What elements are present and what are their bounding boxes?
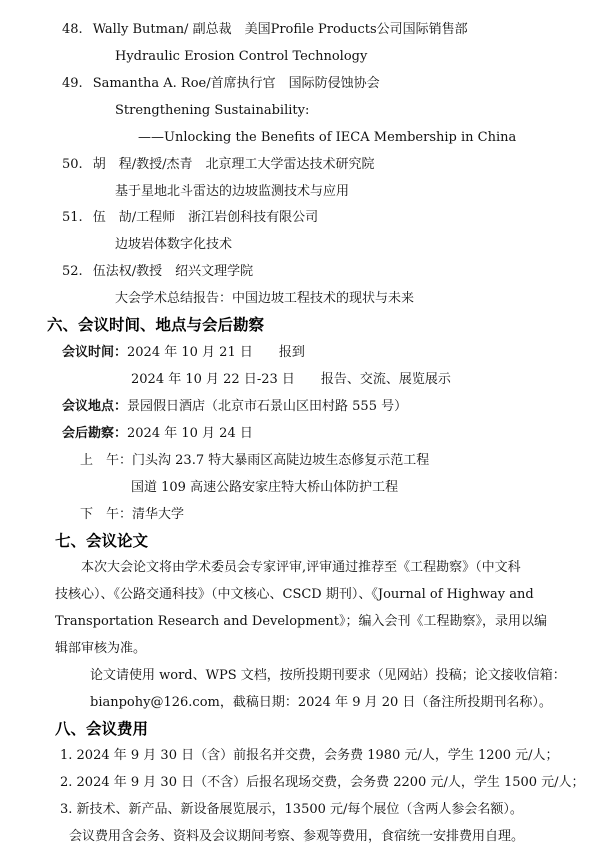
papers-paragraph-2-line-2: bianpohy@126.com，截稿日期：2024 年 9 月 20 日（备注所投期刊名称）。 — [90, 695, 552, 710]
morning-row — [80, 452, 429, 470]
meeting-place-row — [62, 398, 407, 416]
afternoon-label: 下 午： — [80, 507, 133, 522]
papers-paragraph-1-line-1: 本次大会论文将由学术委员会专家评审,评审通过推荐至《工程勘察》（中文科 — [81, 560, 521, 575]
afternoon-row — [80, 506, 184, 524]
speaker-topic: 基于星地北斗雷达的边坡监测技术与应用 — [115, 184, 350, 199]
meeting-time-row — [62, 344, 305, 362]
meeting-place-label: 会议地点： — [62, 399, 128, 414]
speaker-topic: 边坡岩体数字化技术 — [115, 237, 233, 252]
meeting-time-label: 会议时间： — [62, 345, 128, 360]
afternoon-site: 清华大学 — [132, 507, 185, 522]
speaker-person: 胡 程/教授/杰青 北京理工大学雷达技术研究院 — [92, 157, 375, 172]
papers-paragraph-1-line-4: 辑部审核为准。 — [55, 641, 147, 656]
speaker-50: 50. 胡 程/教授/杰青 北京理工大学雷达技术研究院 — [62, 157, 375, 172]
speaker-person: Wally Butman/ 副总裁 美国Profile Products公司国际销售部 — [92, 22, 468, 37]
speaker-51: 51. 伍 劼/工程师 浙江岩创科技有限公司 — [62, 210, 319, 225]
meeting-place-value: 景园假日酒店（北京市石景山区田村路 555 号） — [127, 399, 408, 414]
speaker-topic: Strengthening Sustainability: — [115, 103, 310, 118]
post-survey-label: 会后勘察： — [62, 426, 128, 441]
fee-item-3: 3. 新技术、新产品、新设备展览展示，13500 元/每个展位（含两人参会名额）。 — [60, 802, 523, 817]
fee-item-1: 1. 2024 年 9 月 30 日（含）前报名并交费，会务费 1980 元/人，学生 1200 元/人； — [60, 748, 559, 763]
section-heading-papers: 七、会议论文 — [55, 532, 149, 550]
morning-label: 上 午： — [80, 453, 133, 468]
speaker-person: 伍法权/教授 绍兴文理学院 — [92, 264, 254, 279]
section-heading-fees: 八、会议费用 — [55, 720, 149, 738]
speaker-52: 52. 伍法权/教授 绍兴文理学院 — [62, 264, 254, 279]
speaker-49: 49. Samantha A. Roe/首席执行官 国际防侵蚀协会 — [62, 76, 380, 91]
papers-paragraph-1-line-2: 技核心）、《公路交通科技》（中文核心、CSCD 期刊）、《Journal of Highway and — [55, 587, 534, 602]
papers-paragraph-1-line-3: Transportation Research and Development》；编入会刊《工程勘察》，录用以编 — [55, 614, 547, 629]
section-heading-time-place: 六、会议时间、地点与会后勘察 — [47, 316, 265, 334]
speaker-person: Samantha A. Roe/首席执行官 国际防侵蚀协会 — [92, 76, 380, 91]
fee-note: 会议费用含会务、资料及会议期间考察、参观等费用，食宿统一安排费用自理。 — [69, 829, 525, 844]
speaker-topic: 大会学术总结报告：中国边坡工程技术的现状与未来 — [115, 291, 415, 306]
papers-paragraph-2-line-1: 论文请使用 word、WPS 文档，按所投期刊要求（见网站）投稿；论文接收信箱： — [90, 668, 566, 683]
meeting-time-value: 2024 年 10 月 21 日 报到 — [127, 345, 305, 360]
speaker-topic: Hydraulic Erosion Control Technology — [115, 49, 368, 64]
fee-item-2: 2. 2024 年 9 月 30 日（不含）后报名现场交费，会务费 2200 元/人，学生 1500 元/人； — [60, 775, 585, 790]
post-survey-date: 2024 年 10 月 24 日 — [127, 426, 253, 441]
speaker-48: 48. Wally Butman/ 副总裁 美国Profile Products公司国际销售部 — [62, 22, 468, 37]
speaker-person: 伍 劼/工程师 浙江岩创科技有限公司 — [92, 210, 319, 225]
speaker-topic-subtitle: ——Unlocking the Benefits of IECA Membership in China — [138, 130, 517, 145]
morning-site-1: 门头沟 23.7 特大暴雨区高陡边坡生态修复示范工程 — [132, 453, 430, 468]
meeting-time-value-2: 2024 年 10 月 22 日-23 日 报告、交流、展览展示 — [131, 372, 451, 387]
morning-site-2: 国道 109 高速公路安家庄特大桥山体防护工程 — [131, 480, 399, 495]
post-survey-row — [62, 425, 253, 443]
